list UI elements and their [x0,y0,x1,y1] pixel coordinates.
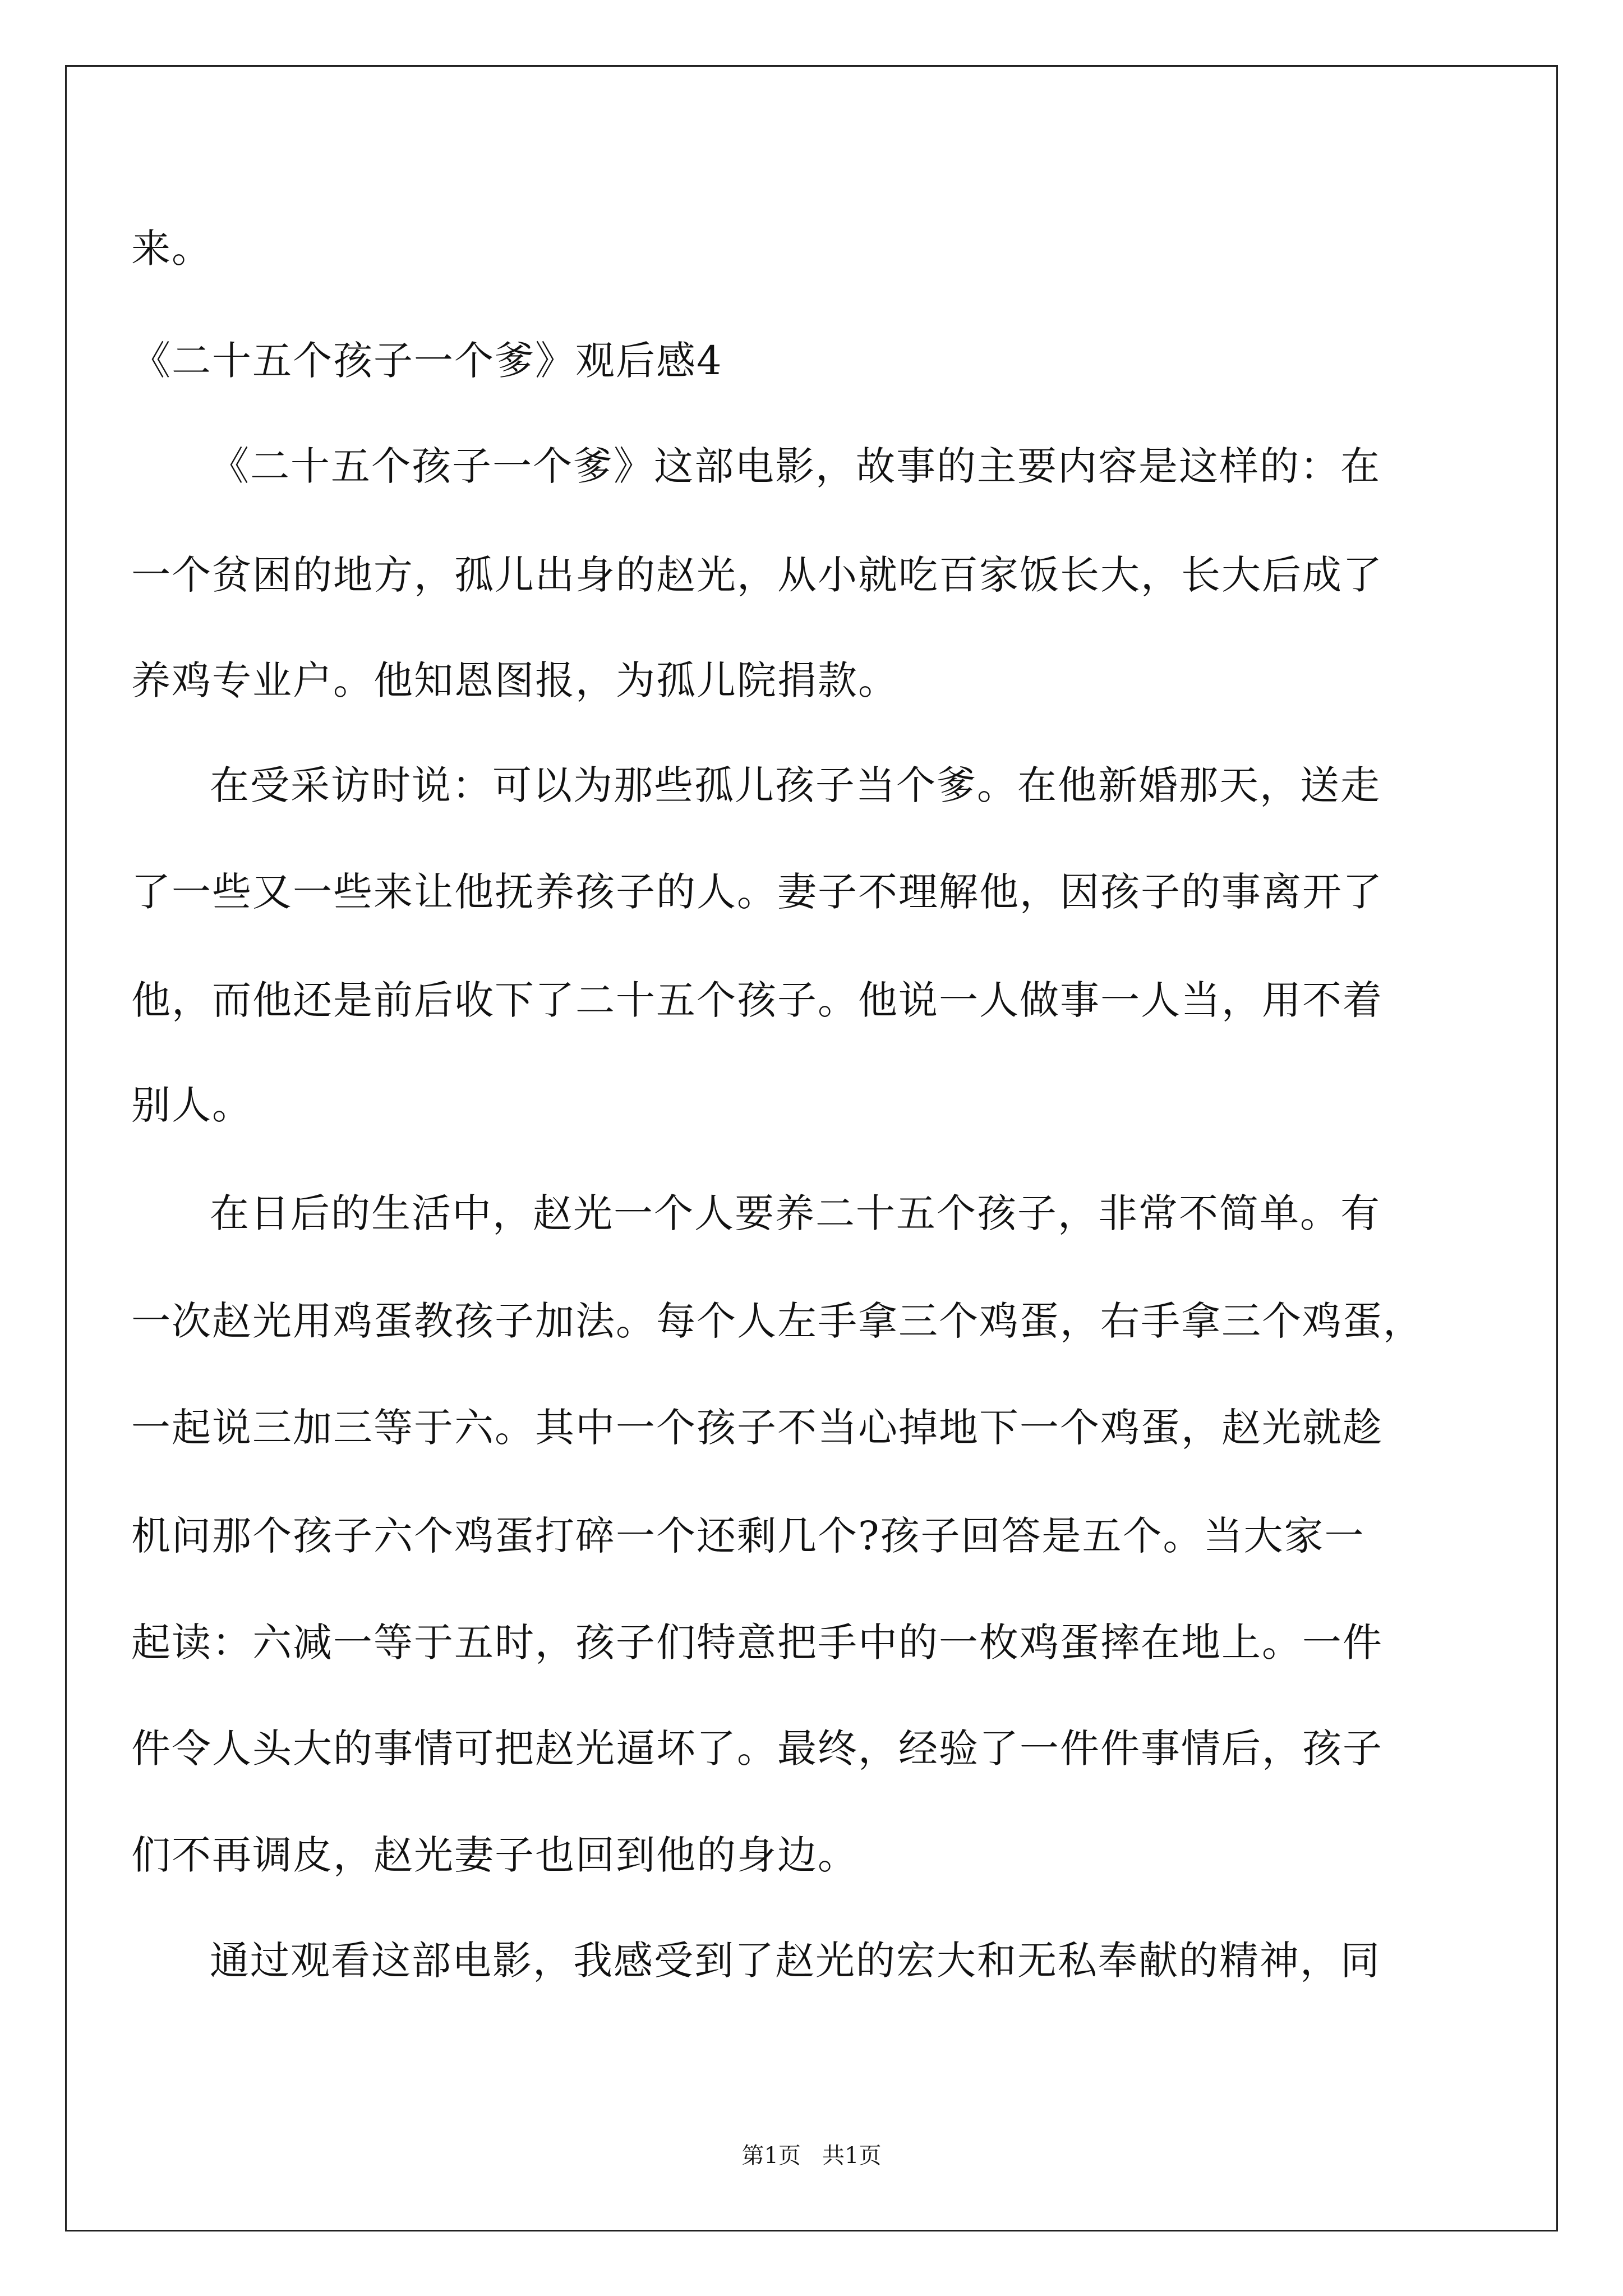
text-line-1: 来。 [131,226,212,272]
paragraph-2-line-1: 在受采访时说：可以为那些孤儿孩子当个爹。在他新婚那天，送走 [210,762,1381,808]
paragraph-3-line-4: 机问那个孩子六个鸡蛋打碎一个还剩几个?孩子回答是五个。当大家一 [131,1513,1365,1559]
section-heading: 《二十五个孩子一个爹》观后感4 [131,338,723,384]
paragraph-3-line-5: 起读：六减一等于五时，孩子们特意把手中的一枚鸡蛋摔在地上。一件 [131,1619,1383,1665]
paragraph-2-line-3: 他，而他还是前后收下了二十五个孩子。他说一人做事一人当，用不着 [131,977,1383,1023]
paragraph-1-line-3: 养鸡专业户。他知恩图报，为孤儿院捐款。 [131,657,898,703]
paragraph-3-line-2: 一次赵光用鸡蛋教孩子加法。每个人左手拿三个鸡蛋，右手拿三个鸡蛋， [131,1298,1423,1344]
page-border [65,65,1558,2231]
paragraph-1-line-2: 一个贫困的地方，孤儿出身的赵光，从小就吃百家饭长大，长大后成了 [131,552,1383,598]
paragraph-3-line-7: 们不再调皮，赵光妻子也回到他的身边。 [131,1832,858,1878]
paragraph-3-line-6: 件令人头大的事情可把赵光逼坏了。最终，经验了一件件事情后，孩子 [131,1726,1383,1772]
paragraph-4-line-1: 通过观看这部电影，我感受到了赵光的宏大和无私奉献的精神，同 [210,1938,1381,1984]
paragraph-1-line-1: 《二十五个孩子一个爹》这部电影，故事的主要内容是这样的：在 [210,443,1381,489]
paragraph-3-line-1: 在日后的生活中，赵光一个人要养二十五个孩子，非常不简单。有 [210,1190,1381,1236]
paragraph-2-line-2: 了一些又一些来让他抚养孩子的人。妻子不理解他，因孩子的事离开了 [131,869,1383,915]
page-footer: 第1页 共1页 [741,2143,882,2169]
paragraph-3-line-3: 一起说三加三等于六。其中一个孩子不当心掉地下一个鸡蛋，赵光就趁 [131,1405,1383,1451]
paragraph-2-line-4: 别人。 [131,1082,252,1128]
